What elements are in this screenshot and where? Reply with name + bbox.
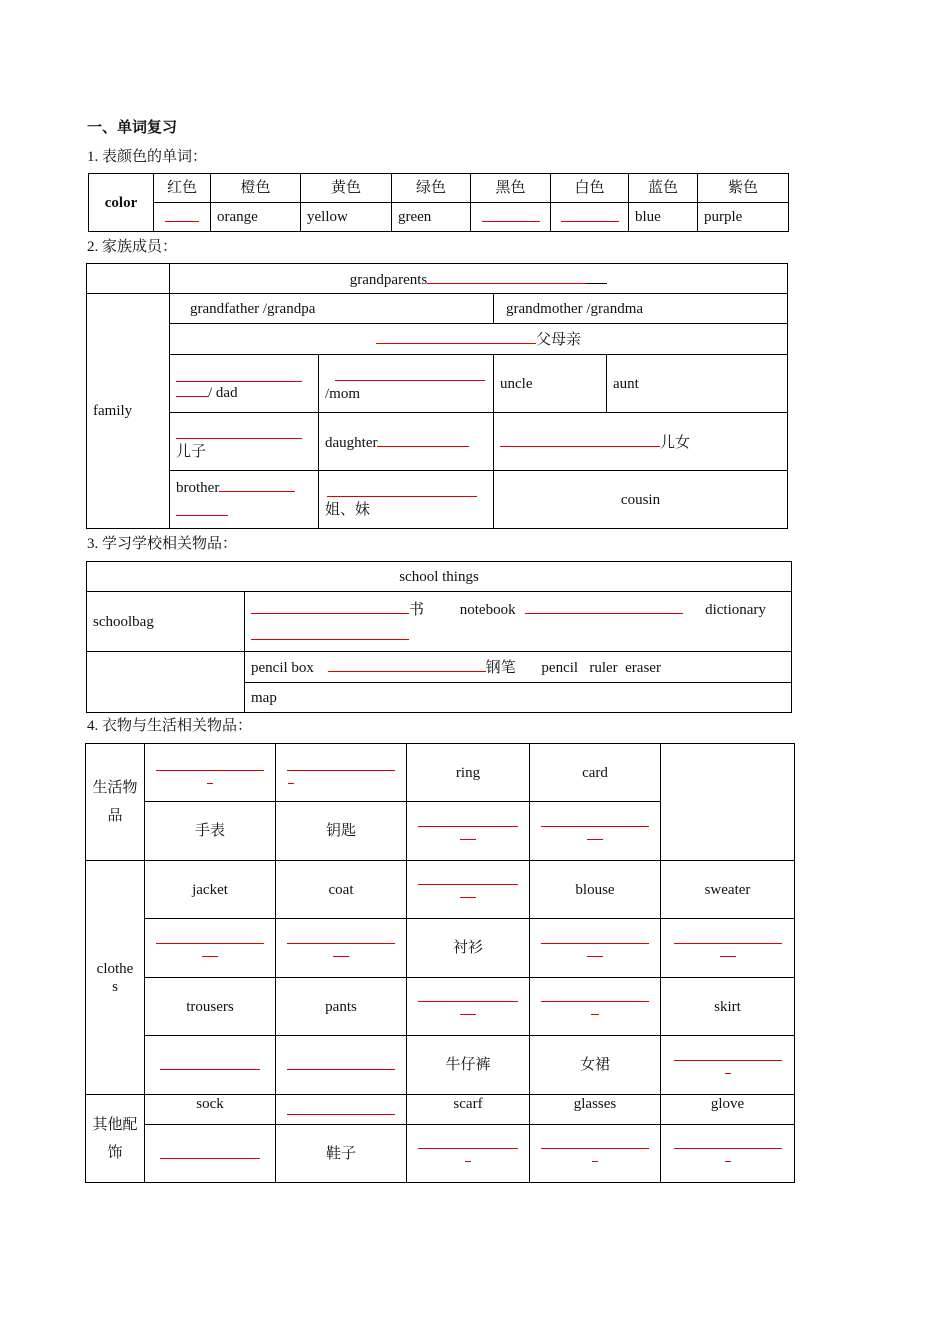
school-table (86, 561, 792, 713)
clothes-blank[interactable] (661, 1036, 795, 1095)
clothes-blank[interactable] (276, 919, 407, 978)
color-en: orange (211, 203, 301, 232)
sister-cell (319, 471, 494, 529)
section-clothes-heading: 4. 衣物与生活相关物品： (87, 718, 253, 734)
dad-label: / dad (208, 385, 238, 401)
color-cn: 绿色 (392, 174, 471, 203)
life-blank-1[interactable] (145, 744, 276, 802)
school-things-header: school things (87, 562, 792, 592)
dad-cell (170, 355, 319, 413)
watch-cn: 手表 (145, 802, 276, 861)
color-cn: 蓝色 (629, 174, 698, 203)
grandparents-blank[interactable] (427, 269, 587, 284)
book-blank[interactable] (251, 599, 409, 614)
color-en: blue (629, 203, 698, 232)
children-cell (494, 413, 788, 471)
color-header: color (89, 174, 154, 232)
color-cn: 橙色 (211, 174, 301, 203)
life-blank-2[interactable] (276, 744, 407, 802)
family-table (86, 263, 788, 529)
shoes-cn: 鞋子 (276, 1125, 407, 1183)
son-cell (170, 413, 319, 471)
clothes-word: skirt (661, 978, 795, 1036)
grandmother: grandmother /grandma (494, 294, 788, 324)
color-en: purple (698, 203, 789, 232)
clothes-blank[interactable] (145, 919, 276, 978)
clothes-word: pants (276, 978, 407, 1036)
brother-label: brother (176, 480, 220, 496)
clothes-table (85, 743, 795, 1183)
daughter-label: daughter (325, 434, 378, 451)
clothes-blank[interactable] (530, 919, 661, 978)
clothes-blank[interactable] (530, 978, 661, 1036)
watch-blank[interactable] (407, 802, 530, 861)
school-row-pen (245, 652, 792, 683)
scarf: scarf (407, 1095, 530, 1125)
glasses-blank[interactable] (530, 1125, 661, 1183)
pen-blank[interactable] (328, 657, 486, 672)
mom-label: /mom (325, 386, 361, 402)
clothes-blank[interactable] (407, 861, 530, 919)
sister-cn: 姐、妹 (325, 502, 371, 518)
glove-blank[interactable] (661, 1125, 795, 1183)
aunt: aunt (607, 355, 788, 413)
scarf-blank[interactable] (407, 1125, 530, 1183)
color-en: green (392, 203, 471, 232)
glasses: glasses (530, 1095, 661, 1125)
color-en-blank[interactable] (154, 203, 211, 232)
grandparents-label: grandparents (349, 271, 428, 288)
dictionary: dictionary (705, 601, 766, 618)
notebook: notebook (459, 601, 516, 618)
pencil-box: pencil box (251, 660, 314, 676)
color-en-blank[interactable] (551, 203, 629, 232)
notebook-blank[interactable] (525, 599, 683, 614)
parents-cell (170, 324, 788, 355)
mom-blank[interactable] (335, 364, 485, 381)
clothes-word: trousers (145, 978, 276, 1036)
card: card (530, 744, 661, 802)
colors-table (88, 173, 789, 232)
jeans-blank[interactable] (145, 1036, 276, 1095)
family-label: family (87, 294, 170, 529)
color-cn: 黄色 (301, 174, 392, 203)
dictionary-blank[interactable] (251, 625, 409, 640)
section-school-heading: 3. 学习学校相关物品： (87, 536, 238, 552)
son-cn: 儿子 (176, 444, 207, 460)
shoes-blank[interactable] (276, 1095, 407, 1125)
children-cn: 儿女 (660, 434, 691, 451)
mom-cell (319, 355, 494, 413)
section-family-heading: 2. 家族成员： (87, 239, 178, 255)
jeans-cn: 牛仔裤 (407, 1036, 530, 1095)
pencil-ruler-eraser: pencil ruler eraser (541, 660, 661, 676)
color-en: yellow (301, 203, 392, 232)
life-label: 生活物品 (86, 744, 145, 861)
clothes-word: sweater (661, 861, 795, 919)
school-row-book (245, 592, 792, 652)
children-blank[interactable] (500, 432, 660, 447)
map: map (245, 683, 792, 713)
key-blank[interactable] (530, 802, 661, 861)
clothes-word: blouse (530, 861, 661, 919)
key-cn: 钥匙 (276, 802, 407, 861)
color-cn: 红色 (154, 174, 211, 203)
parents-blank[interactable] (376, 329, 536, 344)
clothes-word: jacket (145, 861, 276, 919)
grandparents-cell (170, 264, 788, 294)
clothes-word: coat (276, 861, 407, 919)
daughter-cell (319, 413, 494, 471)
other-label: 其他配饰 (86, 1095, 145, 1183)
sock: sock (145, 1095, 276, 1125)
grandfather: grandfather /grandpa (170, 294, 494, 324)
son-blank[interactable] (176, 422, 302, 439)
brother-cell (170, 471, 319, 529)
section-colors-heading: 1. 表颜色的单词： (87, 149, 208, 165)
color-cn: 黑色 (471, 174, 551, 203)
daughter-blank[interactable] (377, 432, 469, 447)
parents-cn: 父母亲 (536, 332, 582, 348)
section-title: 一、单词复习 (87, 120, 178, 136)
dress-cn: 女裙 (530, 1036, 661, 1095)
sock-blank[interactable] (145, 1125, 276, 1183)
schoolbag: schoolbag (87, 592, 245, 652)
clothes-label: clothes (86, 861, 145, 1095)
pen-cn: 钢笔 (485, 660, 516, 676)
dress-blank[interactable] (276, 1036, 407, 1095)
cousin: cousin (494, 471, 788, 529)
color-en-blank[interactable] (471, 203, 551, 232)
brother-blank[interactable] (219, 477, 295, 492)
color-cn: 白色 (551, 174, 629, 203)
color-cn: 紫色 (698, 174, 789, 203)
dad-blank[interactable] (176, 382, 208, 397)
shirt-cn: 衬衫 (407, 919, 530, 978)
uncle: uncle (494, 355, 607, 413)
clothes-blank[interactable] (661, 919, 795, 978)
book-cn: 书 (409, 601, 425, 618)
glove: glove (661, 1095, 795, 1125)
clothes-blank[interactable] (407, 978, 530, 1036)
ring: ring (407, 744, 530, 802)
sister-blank[interactable] (327, 480, 477, 497)
